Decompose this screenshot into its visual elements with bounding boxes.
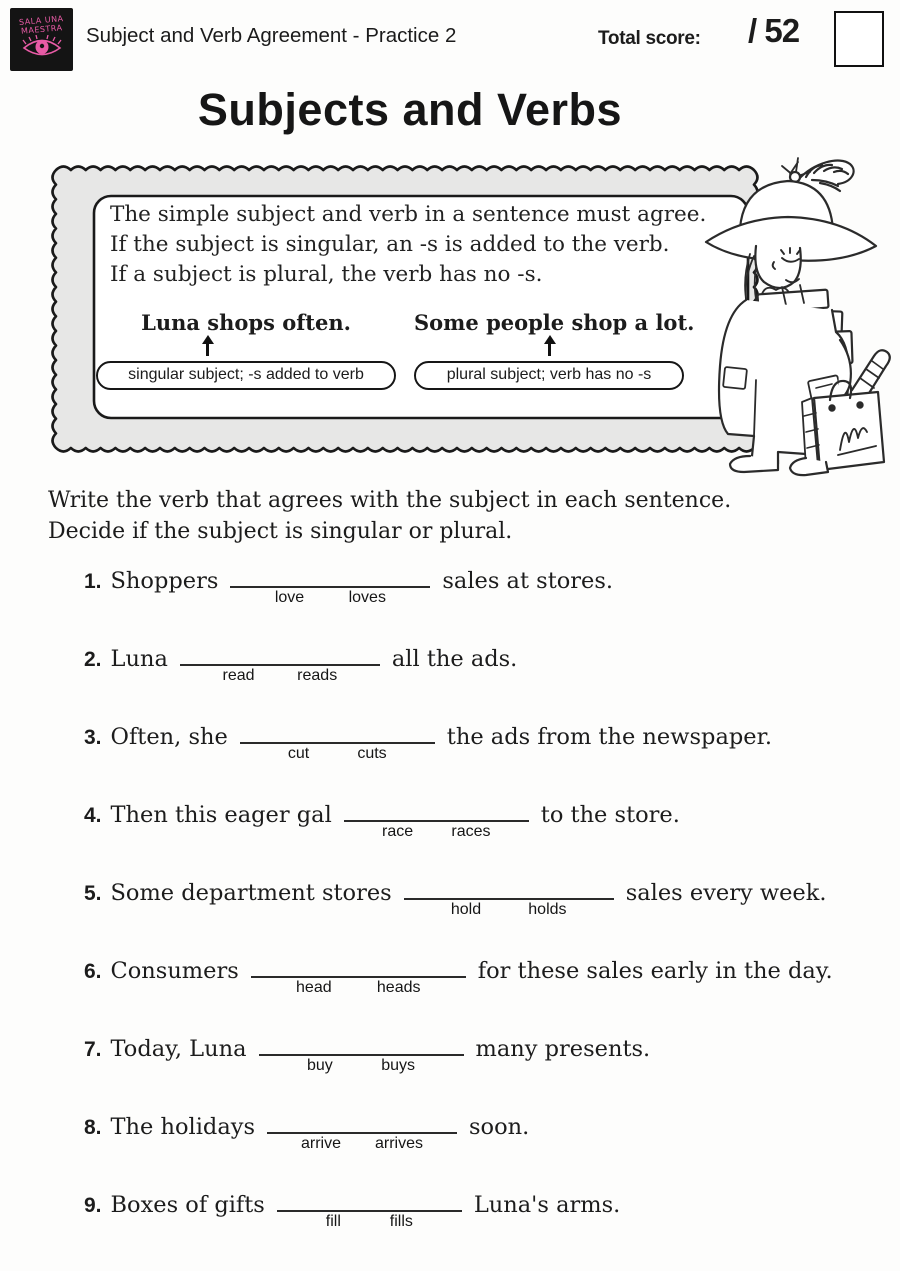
rule-line-2: If the subject is singular, an -s is added to the verb. [110, 232, 670, 257]
answer-blank[interactable] [344, 807, 529, 840]
example-singular [96, 310, 396, 390]
option-pair [251, 979, 466, 997]
instructions [48, 486, 731, 547]
exercise-item-3 [60, 712, 880, 790]
option-word: races [451, 823, 491, 840]
logo-text-line2: MAESTRA [20, 22, 63, 36]
instructions-line2: Decide if the subject is singular or plural. [48, 518, 513, 544]
example-sentence: Some people shop a lot. [414, 310, 695, 335]
option-pair [259, 1057, 464, 1075]
option-word: arrive [300, 1135, 341, 1152]
exercise-item-8 [60, 1102, 880, 1180]
option-pair [267, 1135, 457, 1153]
exercise-item-5 [60, 868, 880, 946]
option-word: race [382, 823, 414, 840]
total-score-label: Total score: [598, 28, 701, 49]
example-plural [414, 310, 695, 390]
item-number: 1. [84, 570, 102, 593]
sentence-post: many presents. [475, 1036, 651, 1062]
sentence-post: all the ads. [391, 646, 518, 672]
shopper-illustration [694, 150, 892, 482]
sentence-pre: Shoppers [110, 568, 219, 594]
answer-blank[interactable] [240, 729, 435, 762]
sentence-pre: Consumers [110, 958, 239, 984]
option-pair [180, 667, 380, 685]
eye-icon [21, 35, 63, 63]
exercise-list [60, 556, 880, 1258]
score-entry-box[interactable] [834, 11, 884, 67]
up-arrow-icon [206, 344, 209, 356]
option-word: arrives [374, 1135, 423, 1152]
option-pair [404, 901, 614, 919]
option-word: fills [389, 1213, 413, 1230]
exercise-item-9 [60, 1180, 880, 1258]
up-arrow-icon [548, 344, 551, 356]
option-word: hold [450, 901, 482, 918]
sentence-post: sales at stores. [442, 568, 614, 594]
answer-blank[interactable] [277, 1197, 462, 1230]
exercise-item-2 [60, 634, 880, 712]
sentence-post: sales every week. [625, 880, 827, 906]
option-word: love [274, 589, 305, 606]
option-word: heads [376, 979, 421, 996]
option-word: buys [381, 1057, 416, 1074]
option-word: read [222, 667, 255, 684]
exercise-item-4 [60, 790, 880, 868]
rule-line-1: The simple subject and verb in a sentence must agree. [110, 202, 707, 227]
answer-blank[interactable] [259, 1041, 464, 1074]
answer-blank[interactable] [267, 1119, 457, 1152]
sentence-post: the ads from the newspaper. [446, 724, 773, 750]
option-word: loves [348, 589, 386, 606]
option-word: buy [306, 1057, 333, 1074]
option-word: cuts [357, 745, 387, 762]
sentence-pre: Today, Luna [110, 1036, 247, 1062]
answer-blank[interactable] [404, 885, 614, 918]
option-word: reads [297, 667, 338, 684]
option-word: cut [287, 745, 310, 762]
sentence-pre: Some department stores [110, 880, 392, 906]
exercise-item-7 [60, 1024, 880, 1102]
example-callout: singular subject; -s added to verb [96, 361, 396, 390]
sentence-post: soon. [469, 1114, 530, 1140]
rule-line-3: If a subject is plural, the verb has no -s. [110, 262, 543, 287]
total-score-denominator: / 52 [748, 12, 800, 49]
item-number: 9. [84, 1194, 102, 1217]
option-pair [344, 823, 529, 841]
publisher-logo [10, 8, 73, 71]
answer-blank[interactable] [180, 651, 380, 684]
logo-text-line1: SALA UNA [18, 13, 65, 27]
item-number: 8. [84, 1116, 102, 1139]
item-number: 7. [84, 1038, 102, 1061]
sentence-pre: Often, she [110, 724, 228, 750]
sentence-post: Luna's arms. [473, 1192, 621, 1218]
sentence-pre: Boxes of gifts [110, 1192, 265, 1218]
sentence-post: to the store. [540, 802, 680, 828]
sentence-pre: Then this eager gal [110, 802, 332, 828]
option-pair [230, 589, 430, 607]
example-sentence: Luna shops often. [141, 310, 351, 335]
sentence-pre: The holidays [110, 1114, 255, 1140]
item-number: 3. [84, 726, 102, 749]
example-callout: plural subject; verb has no -s [414, 361, 684, 390]
item-number: 5. [84, 882, 102, 905]
item-number: 4. [84, 804, 102, 827]
option-word: holds [528, 901, 567, 918]
exercise-item-6 [60, 946, 880, 1024]
answer-blank[interactable] [251, 963, 466, 996]
option-pair [277, 1213, 462, 1231]
item-number: 6. [84, 960, 102, 983]
option-word: head [296, 979, 332, 996]
exercise-item-1 [60, 556, 880, 634]
answer-blank[interactable] [230, 573, 430, 606]
sentence-post: for these sales early in the day. [477, 958, 833, 984]
option-pair [240, 745, 435, 763]
page-title: Subjects and Verbs [197, 84, 623, 135]
item-number: 2. [84, 648, 102, 671]
rule-box [48, 158, 763, 460]
sentence-pre: Luna [110, 646, 168, 672]
worksheet-title: Subject and Verb Agreement - Practice 2 [86, 24, 457, 47]
option-word: fill [325, 1213, 341, 1230]
instructions-line1: Write the verb that agrees with the subject in each sentence. [48, 488, 732, 513]
